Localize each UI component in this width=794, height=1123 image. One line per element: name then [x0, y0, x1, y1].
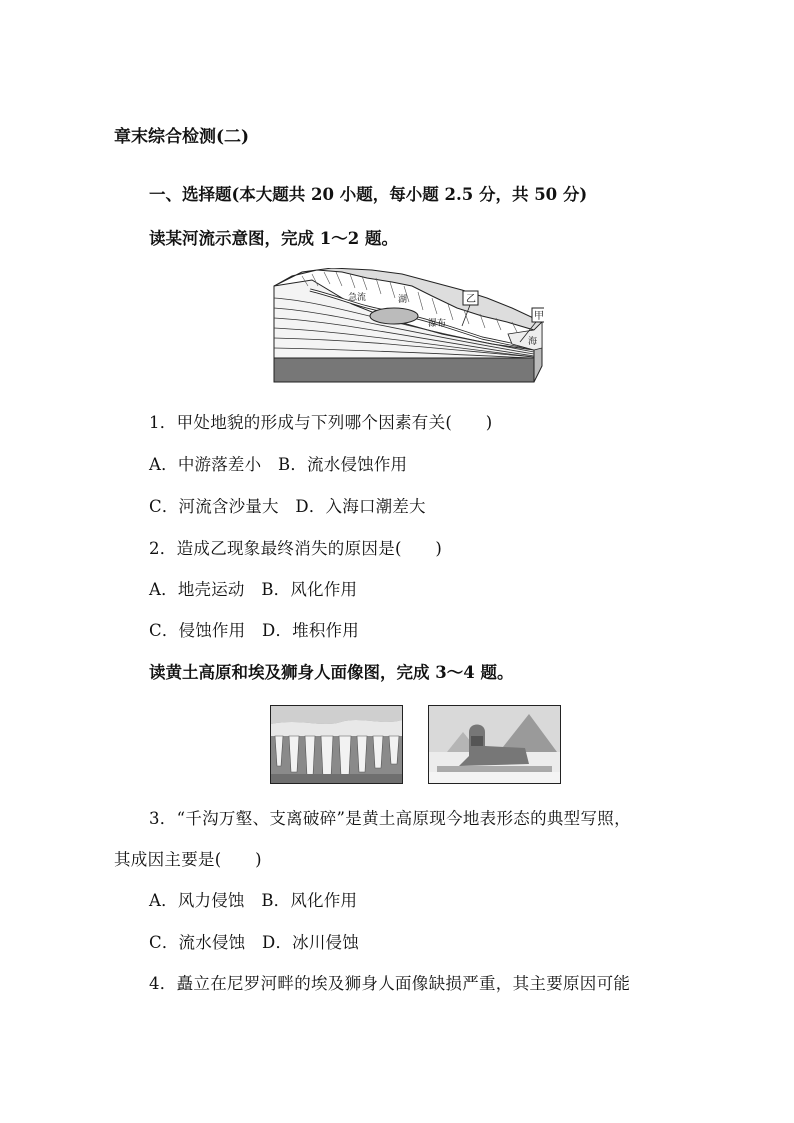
q2-options-ab: A．地壳运动 B．风化作用 — [149, 580, 358, 599]
loess-plateau-image — [271, 706, 402, 783]
q2-stem: 2．造成乙现象最终消失的原因是( ) — [149, 539, 443, 558]
section-heading: 一、选择题(本大题共 20 小题，每小题 2.5 分，共 50 分) — [149, 185, 588, 204]
q3-options-cd: C．流水侵蚀 D．冰川侵蚀 — [149, 933, 359, 952]
intro-questions-1-2: 读某河流示意图，完成 1～2 题。 — [149, 229, 398, 248]
diagram-lake — [370, 308, 418, 324]
label-jia: 甲 — [534, 311, 544, 322]
label-sea: 海 — [528, 337, 538, 347]
intro-questions-3-4: 读黄土高原和埃及狮身人面像图，完成 3～4 题。 — [149, 663, 514, 682]
q2-options-cd: C．侵蚀作用 D．堆积作用 — [149, 621, 359, 640]
label-yi: 乙 — [466, 294, 476, 305]
label-rapids: 急流 — [348, 293, 367, 303]
q1-options-ab: A．中游落差小 B．流水侵蚀作用 — [149, 455, 408, 474]
label-lake: 湖 — [398, 295, 408, 305]
diagram-bedrock — [274, 358, 534, 382]
q1-stem: 1．甲处地貌的形成与下列哪个因素有关( ) — [149, 413, 493, 432]
river-diagram — [272, 268, 544, 384]
sphinx-photo — [428, 705, 561, 784]
q1-options-cd: C．河流含沙量大 D．入海口潮差大 — [149, 497, 426, 516]
q3-stem-line2: 其成因主要是( ) — [114, 850, 262, 869]
sphinx-image — [429, 706, 560, 783]
q3-stem-line1: 3．“千沟万壑、支离破碎”是黄土高原现今地表形态的典型写照， — [149, 809, 631, 828]
loess-plateau-photo — [270, 705, 403, 784]
q4-stem-line1: 4．矗立在尼罗河畔的埃及狮身人面像缺损严重，其主要原因可能 — [149, 974, 631, 993]
page-title: 章末综合检测(二) — [114, 127, 250, 147]
q3-options-ab: A．风力侵蚀 B．风化作用 — [149, 891, 358, 910]
label-waterfall: 瀑布 — [428, 319, 447, 329]
